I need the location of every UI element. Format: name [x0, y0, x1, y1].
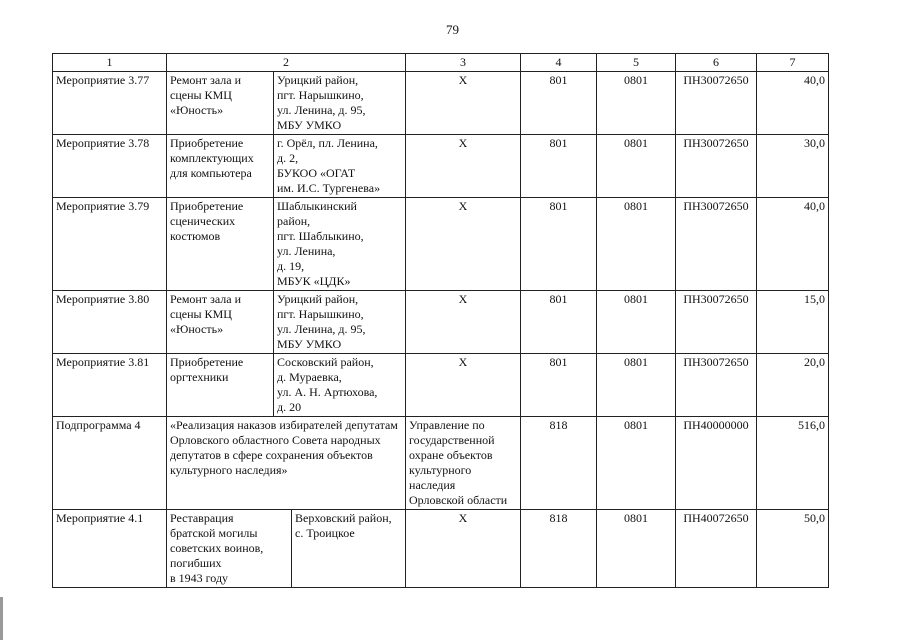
- row-col5: 0801: [597, 510, 676, 588]
- budget-table: [52, 53, 829, 588]
- row-col7: 20,0: [757, 354, 829, 417]
- row-col6: ПН30072650: [676, 198, 757, 291]
- header-col-7: 7: [757, 54, 829, 72]
- subprogram-description: «Реализация наказов избирателей депутатам Орловского областного Совета народных депутатов в сфере сохранения объектов культурного наследия»: [167, 417, 406, 510]
- row-col5: 0801: [597, 354, 676, 417]
- row-description: Приобретение комплектующих для компьютера: [167, 135, 274, 198]
- row-col7: 15,0: [757, 291, 829, 354]
- header-col-5: 5: [597, 54, 676, 72]
- row-col7: 50,0: [757, 510, 829, 588]
- row-col6: ПН30072650: [676, 72, 757, 135]
- page-number: 79: [446, 22, 459, 37]
- table-row: [53, 510, 829, 588]
- row-description: Ремонт зала и сцены КМЦ «Юность»: [167, 291, 274, 354]
- row-col4: 801: [521, 135, 597, 198]
- row-location: Шаблыкинский район, пгт. Шаблыкино, ул. Ленина, д. 19, МБУК «ЦДК»: [274, 198, 406, 291]
- header-col-6: 6: [676, 54, 757, 72]
- row-col6: ПН30072650: [676, 354, 757, 417]
- row-col6: ПН40072650: [676, 510, 757, 588]
- table-row: [53, 354, 829, 417]
- row-col4: 818: [521, 510, 597, 588]
- header-row: [53, 54, 829, 72]
- subprogram-col6: ПН40000000: [676, 417, 757, 510]
- row-location: Сосковский район, д. Мураевка, ул. А. Н. Артюхова, д. 20: [274, 354, 406, 417]
- subprogram-col7: 516,0: [757, 417, 829, 510]
- table-row: [53, 135, 829, 198]
- subprogram-name: Подпрограмма 4: [53, 417, 167, 510]
- header-col-1: 1: [53, 54, 167, 72]
- row-location: Урицкий район, пгт. Нарышкино, ул. Ленина, д. 95, МБУ УМКО: [274, 72, 406, 135]
- row-col5: 0801: [597, 72, 676, 135]
- subprogram-row: [53, 417, 829, 510]
- row-name: Мероприятие 4.1: [53, 510, 167, 588]
- scan-edge-mark: [0, 597, 3, 640]
- header-col-4: 4: [521, 54, 597, 72]
- row-col3: Х: [406, 135, 521, 198]
- row-description: Ремонт зала и сцены КМЦ «Юность»: [167, 72, 274, 135]
- table-row: [53, 291, 829, 354]
- row-col7: 40,0: [757, 72, 829, 135]
- row-col3: Х: [406, 354, 521, 417]
- row-col4: 801: [521, 354, 597, 417]
- row-name: Мероприятие 3.78: [53, 135, 167, 198]
- row-col6: ПН30072650: [676, 291, 757, 354]
- row-location: Верховский район, с. Троицкое: [292, 510, 406, 588]
- row-col5: 0801: [597, 135, 676, 198]
- row-col5: 0801: [597, 291, 676, 354]
- row-col7: 40,0: [757, 198, 829, 291]
- row-col3: Х: [406, 291, 521, 354]
- row-col5: 0801: [597, 198, 676, 291]
- row-col4: 801: [521, 291, 597, 354]
- row-col4: 801: [521, 198, 597, 291]
- row-name: Мероприятие 3.77: [53, 72, 167, 135]
- row-col6: ПН30072650: [676, 135, 757, 198]
- row-description: Реставрация братской могилы советских воинов, погибших в 1943 году: [167, 510, 292, 588]
- table-row: [53, 72, 829, 135]
- row-description: Приобретение оргтехники: [167, 354, 274, 417]
- header-col-3: 3: [406, 54, 521, 72]
- subprogram-responsible: Управление по государственной охране объектов культурного наследия Орловской области: [406, 417, 521, 510]
- row-col3: Х: [406, 72, 521, 135]
- row-name: Мероприятие 3.81: [53, 354, 167, 417]
- row-location: Урицкий район, пгт. Нарышкино, ул. Ленина, д. 95, МБУ УМКО: [274, 291, 406, 354]
- table-row: [53, 198, 829, 291]
- row-col7: 30,0: [757, 135, 829, 198]
- row-col4: 801: [521, 72, 597, 135]
- subprogram-col5: 0801: [597, 417, 676, 510]
- header-col-2: 2: [167, 54, 406, 72]
- subprogram-col4: 818: [521, 417, 597, 510]
- row-name: Мероприятие 3.80: [53, 291, 167, 354]
- row-description: Приобретение сценических костюмов: [167, 198, 274, 291]
- row-col3: Х: [406, 510, 521, 588]
- row-name: Мероприятие 3.79: [53, 198, 167, 291]
- row-location: г. Орёл, пл. Ленина, д. 2, БУКОО «ОГАТ им. И.С. Тургенева»: [274, 135, 406, 198]
- row-col3: Х: [406, 198, 521, 291]
